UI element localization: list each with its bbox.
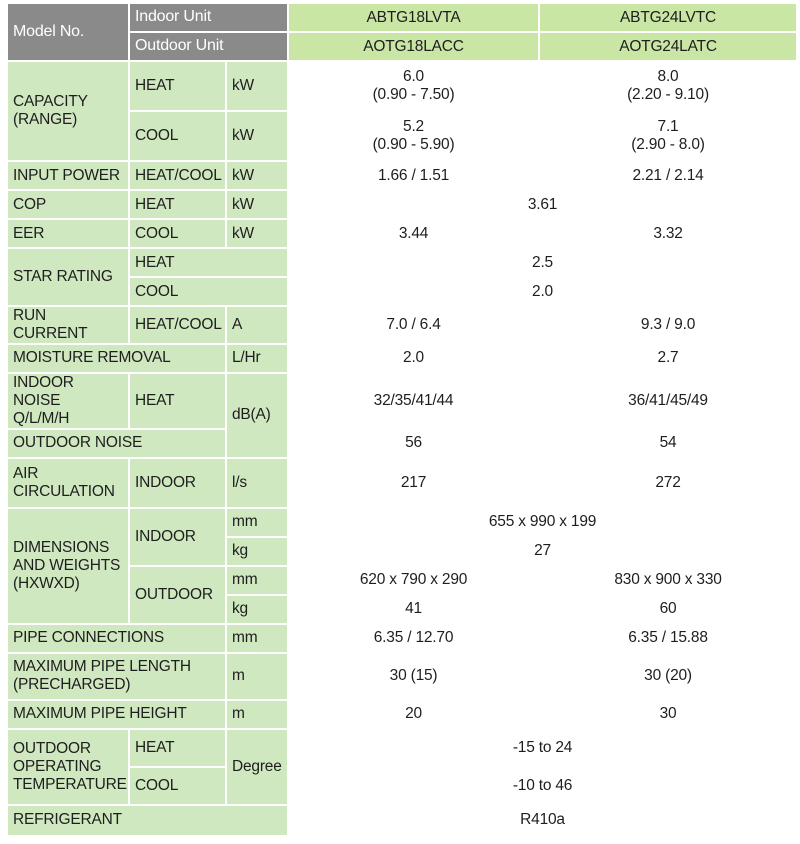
- max-pipe-length-row: [7, 653, 797, 700]
- operating-temp-heat-mode: HEAT: [129, 729, 226, 767]
- eer-value-2: 3.32: [539, 219, 797, 248]
- pipe-connections-value-1: 6.35 / 12.70: [288, 624, 539, 653]
- eer-row: [7, 219, 797, 248]
- dimensions-outdoor-kg-value-1: 41: [288, 595, 539, 624]
- dimensions-outdoor-kg-unit: kg: [226, 595, 288, 624]
- max-pipe-height-value-2: 30: [539, 700, 797, 729]
- capacity-label: [7, 61, 129, 161]
- input-power-value-2: 2.21 / 2.14: [539, 161, 797, 190]
- capacity-heat-1-main: 6.0: [403, 68, 424, 86]
- model-no-label: Model No.: [7, 3, 129, 61]
- input-power-label: INPUT POWER: [7, 161, 129, 190]
- model-outdoor-2: AOTG24LATC: [539, 32, 797, 61]
- capacity-heat-value-2: [539, 61, 797, 111]
- model-indoor-2: ABTG24LVTC: [539, 3, 797, 32]
- capacity-label-line-2: (RANGE): [13, 111, 78, 128]
- max-pipe-length-unit: m: [226, 653, 288, 700]
- indoor-unit-label: Indoor Unit: [129, 3, 288, 32]
- dimensions-indoor-mm-value: 655 x 990 x 199: [288, 508, 797, 537]
- outdoor-noise-value-1: 56: [288, 429, 539, 458]
- run-current-mode: HEAT/COOL: [129, 306, 226, 344]
- operating-temp-label-line-3: TEMPERATURE: [13, 775, 127, 793]
- dimensions-indoor-mode: INDOOR: [129, 508, 226, 566]
- star-rating-cool-mode: COOL: [129, 277, 288, 306]
- pipe-connections-row: [7, 624, 797, 653]
- max-pipe-height-value-1: 20: [288, 700, 539, 729]
- cop-unit: kW: [226, 190, 288, 219]
- dimensions-outdoor-mm-value-1: 620 x 790 x 290: [288, 566, 539, 595]
- max-pipe-height-row: [7, 700, 797, 729]
- capacity-heat-mode: HEAT: [129, 61, 226, 111]
- capacity-cool-1-main: 5.2: [403, 118, 424, 136]
- header-row-indoor: [7, 3, 797, 32]
- outdoor-unit-label: Outdoor Unit: [129, 32, 288, 61]
- pipe-connections-unit: mm: [226, 624, 288, 653]
- run-current-row: [7, 306, 797, 344]
- operating-temp-unit: Degree: [226, 729, 288, 805]
- capacity-cool-mode: COOL: [129, 111, 226, 161]
- air-circulation-label: [7, 458, 129, 508]
- air-circulation-label-line-1: AIR: [13, 464, 39, 482]
- run-current-label: RUN CURRENT: [7, 306, 129, 344]
- run-current-unit: A: [226, 306, 288, 344]
- operating-temp-cool-value: -10 to 46: [288, 767, 797, 805]
- dimensions-indoor-kg-unit: kg: [226, 537, 288, 566]
- refrigerant-label: REFRIGERANT: [7, 805, 288, 836]
- moisture-removal-row: [7, 344, 797, 373]
- capacity-heat-2-main: 8.0: [657, 68, 679, 86]
- capacity-cool-unit: kW: [226, 111, 288, 161]
- capacity-cool-1-range: (0.90 - 5.90): [372, 136, 455, 153]
- indoor-noise-value-1: 32/35/41/44: [288, 373, 539, 429]
- operating-temp-heat-value: -15 to 24: [288, 729, 797, 767]
- dimensions-label-line-3: (HXWXD): [13, 574, 80, 592]
- max-pipe-length-value-2: 30 (20): [539, 653, 797, 700]
- input-power-row: [7, 161, 797, 190]
- indoor-noise-label-line-1: INDOOR NOISE: [13, 373, 74, 409]
- input-power-mode: HEAT/COOL: [129, 161, 226, 190]
- max-pipe-length-label-line-1: MAXIMUM PIPE LENGTH: [13, 658, 191, 676]
- indoor-noise-label: [7, 373, 129, 429]
- dimensions-outdoor-kg-value-2: 60: [539, 595, 797, 624]
- capacity-heat-unit: kW: [226, 61, 288, 111]
- pipe-connections-value-2: 6.35 / 15.88: [539, 624, 797, 653]
- cop-value: 3.61: [288, 190, 797, 219]
- dimensions-label-line-2: AND WEIGHTS: [13, 556, 121, 574]
- moisture-removal-unit: L/Hr: [226, 344, 288, 373]
- air-circulation-value-1: 217: [288, 458, 539, 508]
- operating-temp-heat-row: [7, 729, 797, 767]
- moisture-removal-value-1: 2.0: [288, 344, 539, 373]
- capacity-cool-value-1: [288, 111, 539, 161]
- dimensions-indoor-mm-row: [7, 508, 797, 537]
- model-indoor-1: ABTG18LVTA: [288, 3, 539, 32]
- eer-mode: COOL: [129, 219, 226, 248]
- pipe-connections-label: PIPE CONNECTIONS: [7, 624, 226, 653]
- dimensions-outdoor-mm-unit: mm: [226, 566, 288, 595]
- capacity-heat-2-range: (2.20 - 9.10): [627, 86, 709, 103]
- indoor-noise-mode: HEAT: [129, 373, 226, 429]
- star-rating-label: STAR RATING: [7, 248, 129, 306]
- outdoor-noise-value-2: 54: [539, 429, 797, 458]
- operating-temp-label: [7, 729, 129, 805]
- eer-value-1: 3.44: [288, 219, 539, 248]
- run-current-value-1: 7.0 / 6.4: [288, 306, 539, 344]
- max-pipe-length-value-1: 30 (15): [288, 653, 539, 700]
- dimensions-label-line-1: DIMENSIONS: [13, 538, 110, 556]
- star-rating-heat-row: [7, 248, 797, 277]
- eer-unit: kW: [226, 219, 288, 248]
- cop-label: COP: [7, 190, 129, 219]
- air-circulation-unit: l/s: [226, 458, 288, 508]
- refrigerant-row: [7, 805, 797, 836]
- dimensions-label: [7, 508, 129, 624]
- indoor-noise-label-line-2: Q/L/M/H: [13, 409, 70, 427]
- eer-label: EER: [7, 219, 129, 248]
- cop-row: [7, 190, 797, 219]
- star-rating-heat-mode: HEAT: [129, 248, 288, 277]
- indoor-noise-row: [7, 373, 797, 429]
- capacity-cool-2-main: 7.1: [657, 118, 679, 136]
- capacity-label-line-1: CAPACITY: [13, 93, 88, 111]
- model-outdoor-1: AOTG18LACC: [288, 32, 539, 61]
- input-power-value-1: 1.66 / 1.51: [288, 161, 539, 190]
- outdoor-noise-label: OUTDOOR NOISE: [7, 429, 226, 458]
- operating-temp-cool-mode: COOL: [129, 767, 226, 805]
- run-current-value-2: 9.3 / 9.0: [539, 306, 797, 344]
- star-rating-cool-value: 2.0: [288, 277, 797, 306]
- outdoor-noise-row: [7, 429, 797, 458]
- dimensions-outdoor-mm-value-2: 830 x 900 x 330: [539, 566, 797, 595]
- air-circulation-mode: INDOOR: [129, 458, 226, 508]
- star-rating-heat-value: 2.5: [288, 248, 797, 277]
- capacity-heat-value-1: [288, 61, 539, 111]
- noise-unit: dB(A): [226, 373, 288, 458]
- moisture-removal-value-2: 2.7: [539, 344, 797, 373]
- dimensions-indoor-mm-unit: mm: [226, 508, 288, 537]
- cop-mode: HEAT: [129, 190, 226, 219]
- capacity-cool-2-range: (2.90 - 8.0): [631, 136, 705, 153]
- max-pipe-height-label: MAXIMUM PIPE HEIGHT: [7, 700, 226, 729]
- moisture-removal-label: MOISTURE REMOVAL: [7, 344, 226, 373]
- air-circulation-value-2: 272: [539, 458, 797, 508]
- dimensions-indoor-kg-value: 27: [288, 537, 797, 566]
- indoor-noise-value-2: 36/41/45/49: [539, 373, 797, 429]
- spec-table: [6, 2, 798, 837]
- capacity-cool-value-2: [539, 111, 797, 161]
- refrigerant-value: R410a: [288, 805, 797, 836]
- dimensions-outdoor-mode: OUTDOOR: [129, 566, 226, 624]
- input-power-unit: kW: [226, 161, 288, 190]
- operating-temp-label-line-2: OPERATING: [13, 757, 102, 775]
- air-circulation-row: [7, 458, 797, 508]
- max-pipe-length-label-line-2: (PRECHARGED): [13, 676, 131, 694]
- operating-temp-label-line-1: OUTDOOR: [13, 739, 91, 757]
- max-pipe-length-label: [7, 653, 226, 700]
- max-pipe-height-unit: m: [226, 700, 288, 729]
- air-circulation-label-line-2: CIRCULATION: [13, 482, 115, 500]
- capacity-heat-row: [7, 61, 797, 111]
- capacity-heat-1-range: (0.90 - 7.50): [372, 86, 455, 103]
